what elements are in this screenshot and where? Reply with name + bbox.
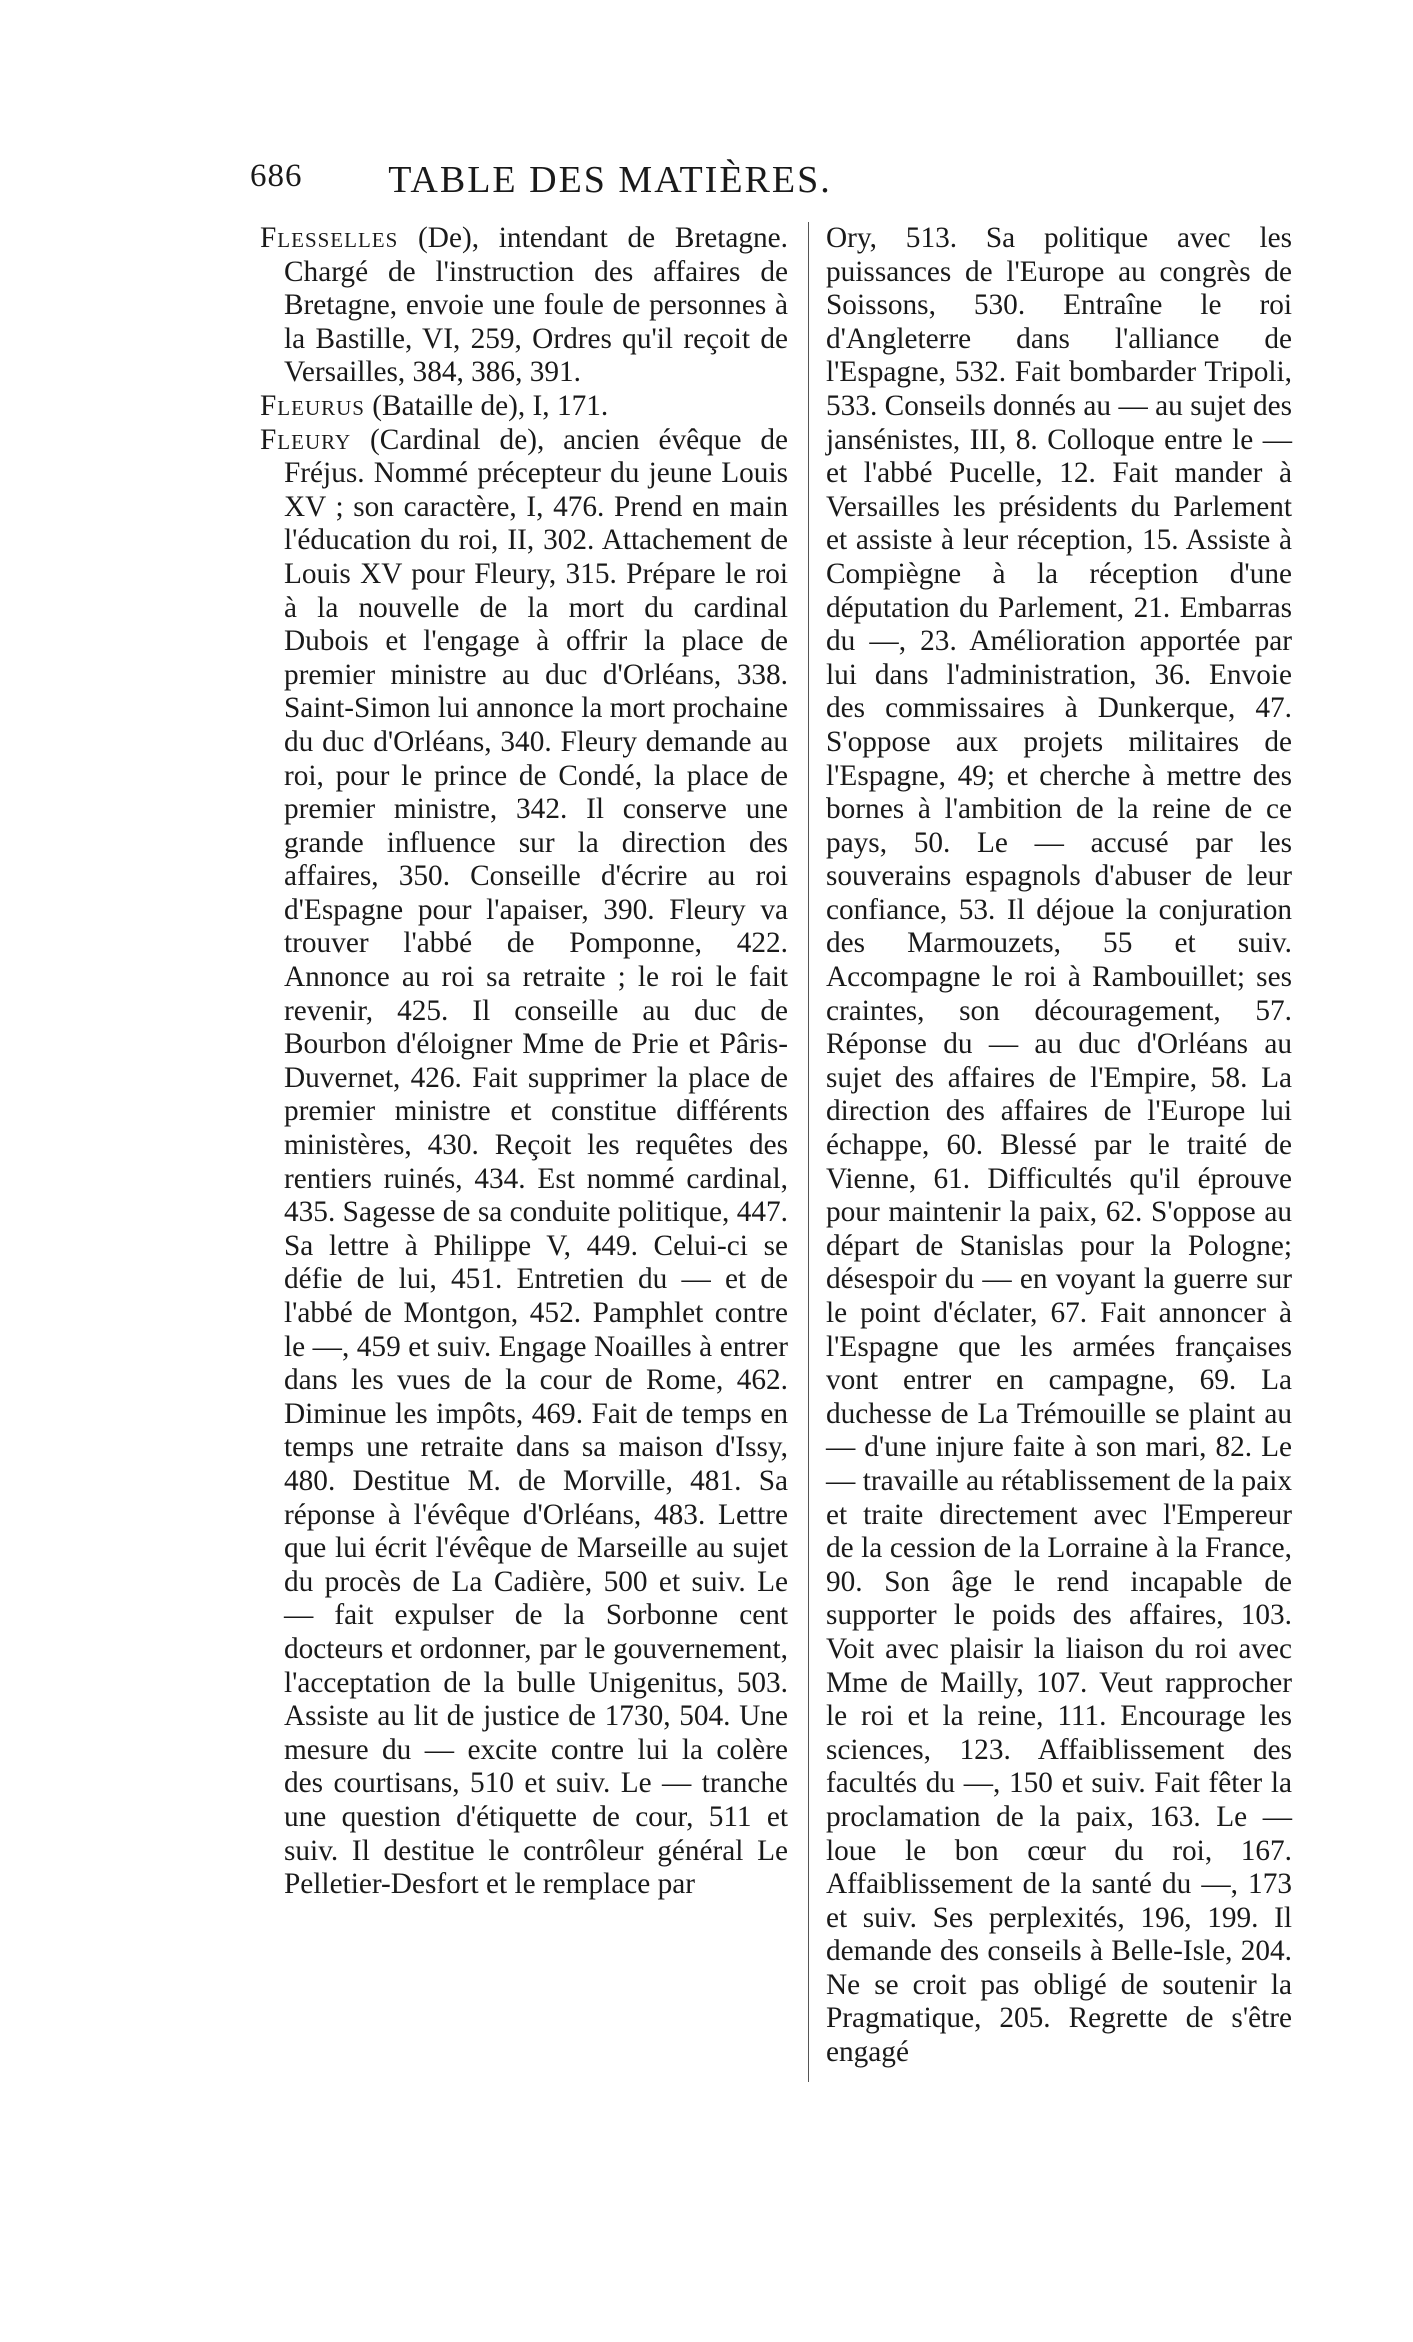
headword: Flesselles [260,222,399,254]
index-entry-continuation: Ory, 513. Sa politique avec les puissances de l'Europe au congrès de Soissons, 530. Entraîne le roi d'Angleterre dans l'alliance de l'Espagne, 532. Fait bombarder Tripoli, 533. Conseils donnés au — au sujet des jansénistes, III, 8. Colloque entre le — et l'abbé Pucelle, 12. Fait mander à Versailles les présidents du Parlement et assiste à leur réception, 15. Assiste à Compiègne à la réception d'une députation du Parlement, 21. Embarras du —, 23. Amélioration apportée par lui dans l'administration, 36. Envoie des commissaires à Dunkerque, 47. S'oppose aux projets militaires de l'Espagne, 49; et cherche à mettre des bornes à l'ambition de la reine de ce pays, 50. Le — accusé par les souverains espagnols d'abuser de leur confiance, 53. Il déjoue la conjuration des Marmouzets, 55 et suiv. Accompagne le roi à Rambouillet; ses craintes, son découragement, 57. Réponse du — au duc d'Orléans au sujet des affaires de l'Empire, 58. La direction des affaires de l'Europe lui échappe, 60. Blessé par le traité de Vienne, 61. Difficultés qu'il éprouve pour maintenir la paix, 62. S'oppose au départ de Stanislas pour la Pologne; désespoir du — en voyant la guerre sur le point d'éclater, 67. Fait annoncer à l'Espagne que les armées françaises vont entrer en campagne, 69. La duchesse de La Trémouille se plaint au — d'une injure faite à son mari, 82. Le — travaille au rétablissement de la paix et traite directement avec l'Empereur de la cession de la Lorraine à la France, 90. Son âge le rend incapable de supporter le poids des affaires, 103. Voit avec plaisir la liaison du roi avec Mme de Mailly, 107. Veut rapprocher le roi et la reine, 111. Encourage les sciences, 123. Affaiblissement des facultés du —, 150 et suiv. Fait fêter la proclamation de la paix, 163. Le — loue le bon cœur du roi, 167. Affaiblissement de la santé du —, 173 et suiv. Ses perplexités, 196, 199. Il demande des conseils à Belle-Isle, 204. Ne se croit pas obligé de soutenir la Pragmatique, 205. Regrette de s'être engagé [826,222,1292,2069]
entry-text: (Bataille de), I, 171. [364,389,609,422]
headword: Fleurus [260,389,365,422]
index-entry-fleury [260,424,788,1902]
right-column [826,222,1292,2070]
index-entry-fleurus [260,390,788,424]
page-number: 686 [250,158,303,194]
entry-text: (De), intendant de Bretagne. Chargé de l'instruction des affaires de Bretagne, envoie une foule de personnes à la Bastille, VI, 259, Ordres qu'il reçoit de Versailles, 384, 386, 391. [284,222,788,389]
headword: Fleury [260,423,352,456]
entry-text: (Cardinal de), ancien évêque de Fréjus. Nommé précepteur du jeune Louis XV ; son caractère, I, 476. Prend en main l'éducation du roi, II, 302. Attachement de Louis XV pour Fleury, 315. Prépare le roi à la nouvelle de la mort du cardinal Dubois et l'engage à offrir la place de premier ministre au duc d'Orléans, 338. Saint-Simon lui annonce la mort prochaine du duc d'Orléans, 340. Fleury demande au roi, pour le prince de Condé, la place de premier ministre, 342. Il conserve une grande influence sur la direction des affaires, 350. Conseille d'écrire au roi d'Espagne pour l'apaiser, 390. Fleury va trouver l'abbé de Pomponne, 422. Annonce au roi sa retraite ; le roi le fait revenir, 425. Il conseille au duc de Bourbon d'éloigner Mme de Prie et Pâris-Duvernet, 426. Fait supprimer la place de premier ministre et constitue différents ministères, 430. Reçoit les requêtes des rentiers ruinés, 434. Est nommé cardinal, 435. Sagesse de sa conduite politique, 447. Sa lettre à Philippe V, 449. Celui-ci se défie de lui, 451. Entretien du — et de l'abbé de Montgon, 452. Pamphlet contre le —, 459 et suiv. Engage Noailles à entrer dans les vues de la cour de Rome, 462. Diminue les impôts, 469. Fait de temps en temps une retraite dans sa maison d'Issy, 480. Destitue M. de Morville, 481. Sa réponse à l'évêque d'Orléans, 483. Lettre que lui écrit l'évêque de Marseille au sujet du procès de La Cadière, 500 et suiv. Le — fait expulser de la Sorbonne cent docteurs et ordonner, par le gouvernement, l'acceptation de la bulle Unigenitus, 503. Assiste au lit de justice de 1730, 504. Une mesure du — excite contre lui la colère des courtisans, 510 et suiv. Le — tranche une question d'étiquette de cour, 511 et suiv. Il destitue le contrôleur général Le Pelletier-Desfort et le remplace par [284,423,788,1901]
left-column [260,222,788,1902]
column-divider [808,222,809,2082]
index-entry-flesselles [260,222,788,390]
running-title: TABLE DES MATIÈRES. [388,159,832,201]
page-header [250,158,970,208]
